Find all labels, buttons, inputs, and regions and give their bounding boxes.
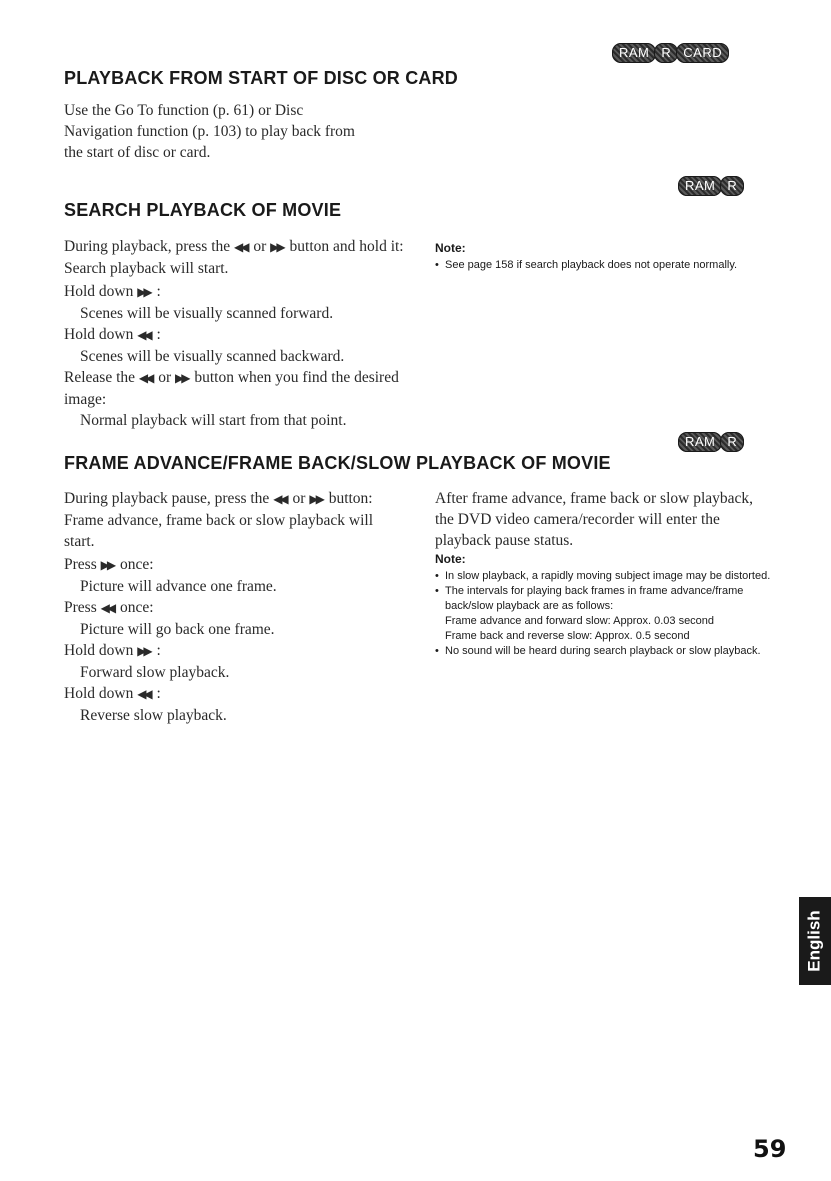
start-line: the start of disc or card.: [64, 144, 211, 161]
section-title-start: PLAYBACK FROM START OF DISC OR CARD: [64, 68, 458, 88]
disc-type-badges-frame: [678, 432, 742, 452]
note-item: • No sound will be heard during search playback or slow playback.: [435, 644, 780, 659]
rewind-icon: ◀◀: [100, 601, 114, 615]
language-tab-label: English: [805, 910, 824, 972]
search-note: [435, 241, 770, 273]
note-title: Note:: [435, 552, 466, 566]
ram-badge: RAM: [678, 176, 722, 196]
note-title: Note:: [435, 241, 466, 255]
language-tab: [799, 897, 831, 985]
press-ff-desc: Picture will advance one frame.: [80, 578, 277, 595]
search-intro: During playback, press the ◀◀ or ▶▶ button and hold it: Search playback will start.: [64, 238, 404, 277]
rewind-icon: ◀◀: [234, 240, 247, 254]
hold-ff-line: Hold down ▶▶ :: [64, 283, 161, 300]
rewind-icon: ◀◀: [273, 492, 286, 506]
note-item: • In slow playback, a rapidly moving subject image may be distorted.: [435, 569, 780, 584]
rewind-icon: ◀◀: [137, 328, 150, 342]
fast-forward-icon: ▶▶: [137, 644, 150, 658]
rewind-icon: ◀◀: [138, 371, 152, 385]
start-line: Use the Go To function (p. 61) or Disc: [64, 102, 304, 119]
note-item: • See page 158 if search playback does not operate normally.: [435, 258, 770, 273]
r-badge: R: [720, 176, 744, 196]
note-item: • The intervals for playing back frames in frame advance/frame back/slow playback are as follows: Frame advance and forward slow: Approx. 0.03 second Frame back and reverse slow: Approx. 0.5 second: [435, 584, 780, 644]
fast-forward-icon: ▶▶: [309, 492, 322, 506]
ram-badge: RAM: [612, 43, 656, 63]
r-badge: R: [720, 432, 744, 452]
fast-forward-icon: ▶▶: [100, 558, 114, 572]
fast-forward-icon: ▶▶: [270, 240, 283, 254]
hold-ff-desc: Forward slow playback.: [80, 664, 230, 681]
note-sub-item: Frame advance and forward slow: Approx. 0.03 second: [445, 615, 715, 627]
frame-note: [435, 552, 780, 659]
press-rew-line: Press ◀◀ once:: [64, 599, 154, 616]
card-badge: CARD: [676, 43, 729, 63]
disc-type-badges-search: [678, 176, 742, 196]
release-line: Release the ◀◀ or ▶▶ button when you find the desired image:: [64, 369, 399, 408]
fast-forward-icon: ▶▶: [137, 285, 150, 299]
press-ff-line: Press ▶▶ once:: [64, 556, 154, 573]
hold-ff-line: Hold down ▶▶ :: [64, 642, 161, 659]
disc-type-badges-start: [612, 43, 727, 63]
page-number: 59: [753, 1135, 787, 1163]
hold-rew-line: Hold down ◀◀ :: [64, 326, 161, 343]
search-body: [64, 236, 414, 431]
hold-rew-line: Hold down ◀◀ :: [64, 685, 161, 702]
frame-intro: During playback pause, press the ◀◀ or ▶▶ button: Frame advance, frame back or slow playback will start.: [64, 490, 374, 550]
start-line: Navigation function (p. 103) to play back from: [64, 123, 355, 140]
rewind-icon: ◀◀: [137, 687, 150, 701]
after-paragraph: After frame advance, frame back or slow playback, the DVD video camera/recorder will enter the playback pause status.: [435, 490, 754, 549]
hold-rew-desc: Scenes will be visually scanned backward.: [80, 348, 345, 365]
section-title-search: SEARCH PLAYBACK OF MOVIE: [64, 200, 342, 220]
start-body: [64, 100, 424, 163]
after-text: [435, 488, 775, 551]
fast-forward-icon: ▶▶: [175, 371, 188, 385]
note-sub-item: Frame back and reverse slow: Approx. 0.5 second: [445, 630, 690, 642]
release-desc: Normal playback will start from that point.: [80, 412, 347, 429]
ram-badge: RAM: [678, 432, 722, 452]
frame-body: [64, 488, 404, 726]
section-title-frame: FRAME ADVANCE/FRAME BACK/SLOW PLAYBACK OF MOVIE: [64, 453, 611, 473]
hold-rew-desc: Reverse slow playback.: [80, 707, 227, 724]
press-rew-desc: Picture will go back one frame.: [80, 621, 275, 638]
r-badge: R: [654, 43, 678, 63]
hold-ff-desc: Scenes will be visually scanned forward.: [80, 305, 334, 322]
